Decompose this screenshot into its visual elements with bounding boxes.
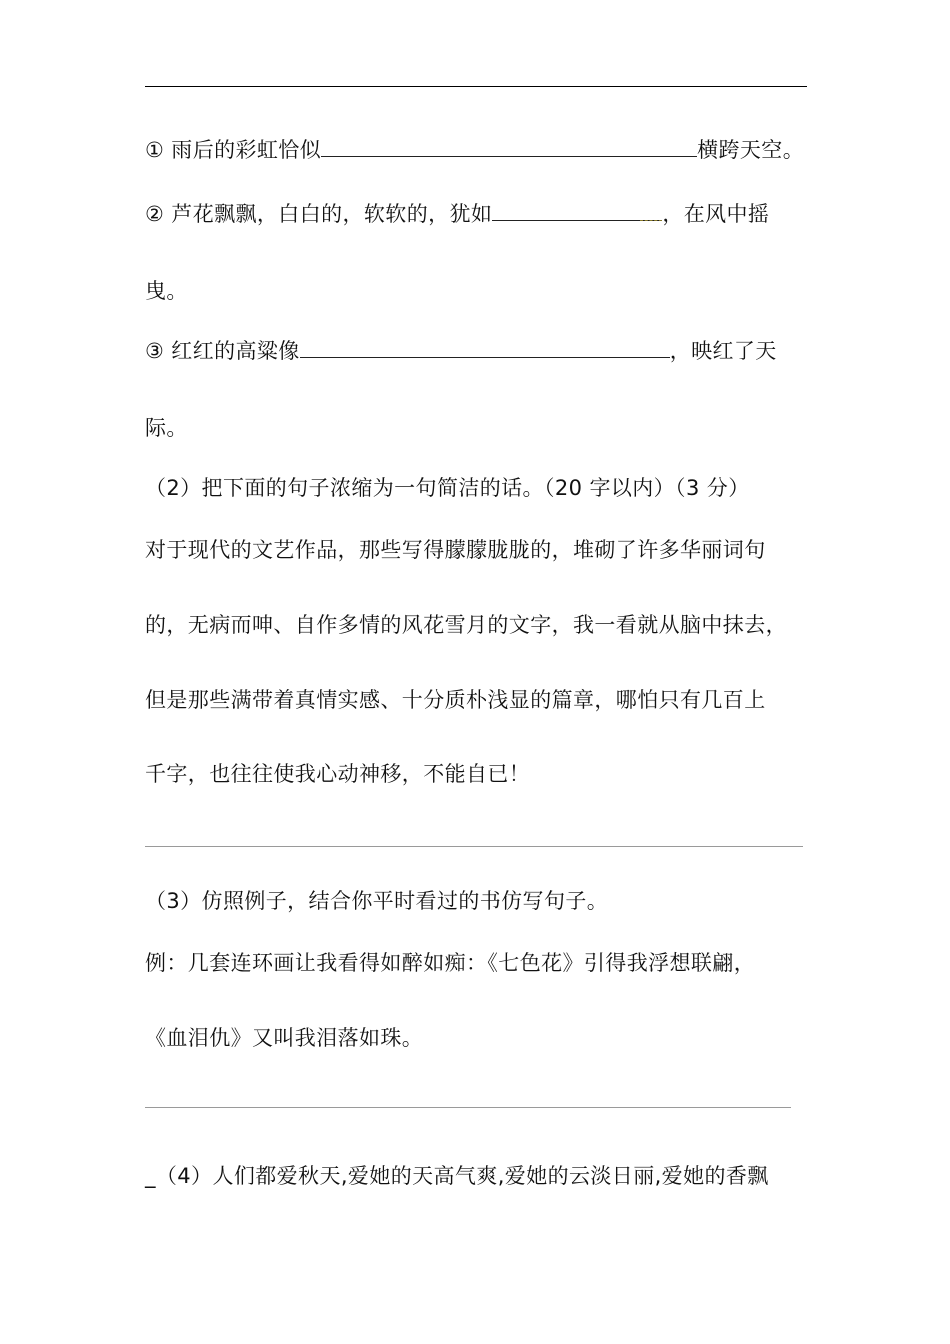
q1-item-2-before: ② 芦花飘飘，白白的，软软的，犹如 xyxy=(145,202,493,226)
q1-item-3-blank[interactable] xyxy=(300,337,670,358)
q3-answer-line[interactable] xyxy=(145,1107,791,1108)
q2-text-line-3: 但是那些满带着真情实感、十分质朴浅显的篇章，哪怕只有几百上 xyxy=(145,688,766,712)
q4-line: _（4）人们都爱秋天,爱她的天高气爽,爱她的云淡日丽,爱她的香飘 xyxy=(145,1164,769,1188)
q1-item-3-before: ③ 红红的高粱像 xyxy=(145,339,300,363)
q1-item-2-cont: 曳。 xyxy=(145,279,188,303)
q2-text-line-4: 千字，也往往使我心动神移，不能自已！ xyxy=(145,762,531,786)
q3-heading: （3）仿照例子，结合你平时看过的书仿写句子。 xyxy=(145,889,609,913)
header-rule xyxy=(145,86,807,87)
q1-item-3-after: ，映红了天 xyxy=(669,339,777,363)
q2-text-line-2: 的，无病而呻、自作多情的风花雪月的文字，我一看就从脑中抹去， xyxy=(145,613,787,637)
q1-item-1-after: 横跨天空。 xyxy=(697,138,805,162)
q1-item-1-before: ① 雨后的彩虹恰似 xyxy=(145,138,322,162)
q1-item-2-blank[interactable] xyxy=(492,200,662,221)
q1-item-1 xyxy=(145,136,804,164)
q3-example-line-1: 例：几套连环画让我看得如醉如痴：《七色花》引得我浮想联翩， xyxy=(145,951,756,975)
q1-item-1-blank[interactable] xyxy=(321,136,697,157)
q3-example-line-2: 《血泪仇》又叫我泪落如珠。 xyxy=(145,1026,424,1050)
q2-heading: （2）把下面的句子浓缩为一句简洁的话。（20 字以内）（3 分） xyxy=(145,476,750,500)
q2-text-line-1: 对于现代的文艺作品，那些写得朦朦胧胧的，堆砌了许多华丽词句 xyxy=(145,538,766,562)
q1-item-2 xyxy=(145,200,769,228)
q1-item-2-mark xyxy=(640,202,662,221)
q1-item-3-cont: 际。 xyxy=(145,416,188,440)
q1-item-2-after: ，在风中摇 xyxy=(662,202,770,226)
q2-answer-line[interactable] xyxy=(145,846,803,847)
q1-item-3 xyxy=(145,337,777,365)
